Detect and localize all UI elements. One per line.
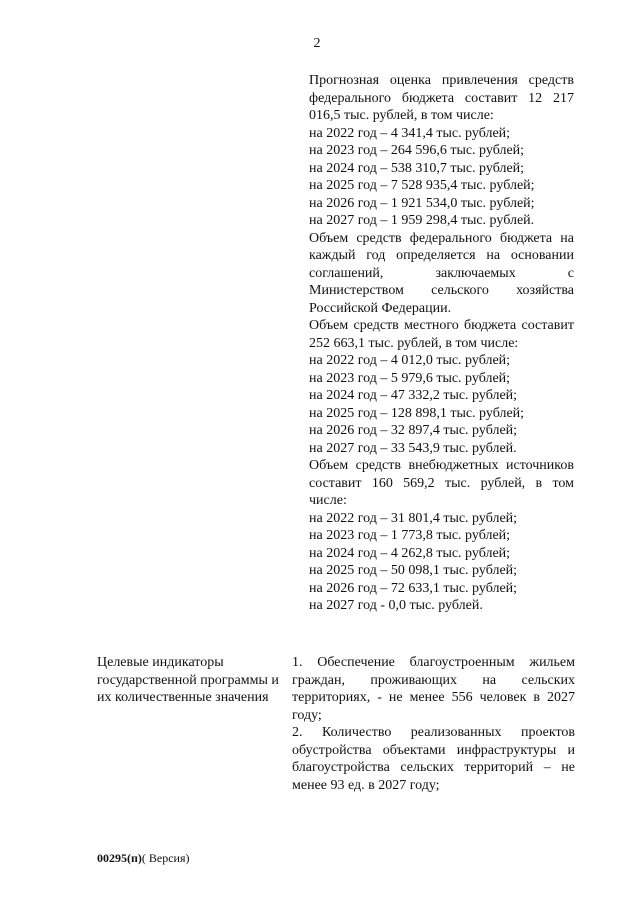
federal-budget-intro: Прогнозная оценка привлечения средств федерального бюджета составит 12 217 016,5 тыс. рублей, в том числе:	[309, 73, 574, 123]
indicator-item: 1. Обеспечение благоустроенным жильем граждан, проживающих на сельских территориях, - не менее 556 человек в 2027 году;	[292, 655, 575, 723]
federal-year-line: на 2023 год – 264 596,6 тыс. рублей;	[309, 143, 525, 158]
local-year-line: на 2025 год – 128 898,1 тыс. рублей;	[309, 405, 525, 421]
federal-year-line: на 2027 год – 1 959 298,4 тыс. рублей.	[309, 213, 535, 228]
extrabudgetary-intro: Объем средств внебюджетных источников составит 160 569,2 тыс. рублей, в том числе:	[309, 458, 574, 508]
local-year-line: на 2024 год – 47 332,2 тыс. рублей;	[309, 388, 518, 403]
federal-year-line: на 2025 год – 7 528 935,4 тыс. рублей;	[309, 178, 535, 193]
local-year-line: на 2026 год – 32 897,4 тыс. рублей;	[309, 423, 518, 438]
local-budget-years	[309, 352, 574, 457]
federal-budget-note: Объем средств федерального бюджета на каждый год определяется на основании соглашений, заключаемых с Министерством сельского хозяйства Российской Федерации.	[309, 230, 574, 316]
extra-year-line: на 2024 год – 4 262,8 тыс. рублей;	[309, 545, 511, 561]
document-code: 00295(п)	[97, 851, 142, 865]
local-year-line: на 2027 год – 33 543,9 тыс. рублей.	[309, 440, 517, 456]
document-footer	[97, 851, 190, 866]
document-version: ( Версия)	[141, 851, 190, 865]
indicators-list	[292, 654, 575, 794]
extra-year-line: на 2022 год – 31 801,4 тыс. рублей;	[309, 510, 518, 526]
indicators-label: Целевые индикаторы государственной программы и их количественные значения	[97, 655, 279, 705]
extra-year-line: на 2023 год – 1 773,8 тыс. рублей;	[309, 528, 511, 543]
extra-year-line: на 2027 год - 0,0 тыс. рублей.	[309, 598, 483, 613]
federal-year-line: на 2024 год – 538 310,7 тыс. рублей;	[309, 160, 525, 176]
page-number: 2	[313, 36, 321, 51]
indicator-item: 2. Количество реализованных проектов обустройства объектами инфраструктуры и благоустройства сельских территорий – не менее 93 ед. в 2027 году;	[292, 725, 575, 793]
local-year-line: на 2022 год – 4 012,0 тыс. рублей;	[309, 353, 511, 368]
extra-year-line: на 2025 год – 50 098,1 тыс. рублей;	[309, 563, 518, 578]
local-year-line: на 2023 год – 5 979,6 тыс. рублей;	[309, 370, 511, 386]
federal-year-line: на 2022 год – 4 341,4 тыс. рублей;	[309, 125, 511, 141]
extra-year-line: на 2026 год – 72 633,1 тыс. рублей;	[309, 580, 518, 596]
funding-section	[309, 72, 574, 615]
federal-budget-years	[309, 125, 574, 230]
local-budget-intro: Объем средств местного бюджета составит 252 663,1 тыс. рублей, в том числе:	[309, 318, 574, 351]
extrabudgetary-years	[309, 510, 574, 615]
federal-year-line: на 2026 год – 1 921 534,0 тыс. рублей;	[309, 195, 535, 211]
